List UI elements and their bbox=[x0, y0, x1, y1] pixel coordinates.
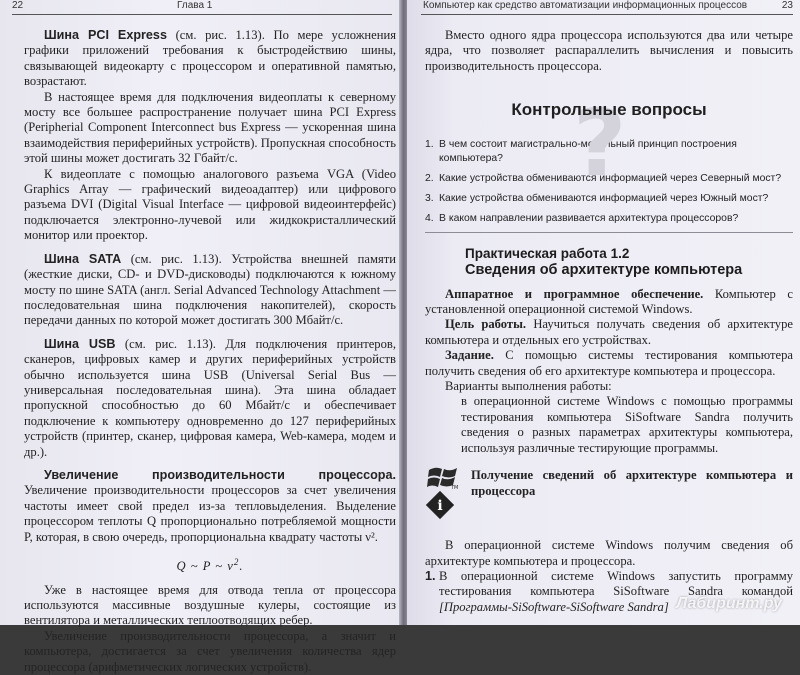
paragraph-goal: Цель работы. Научиться получать сведения об архитектуре компьютера и отдельных его устройствах. bbox=[425, 317, 793, 347]
term-pci-express: Шина PCI Express bbox=[44, 28, 167, 42]
paragraph-coolers: Уже в настоящее время для отвода тепла от процессора используются массивные воздушные кулеры, состоящие из вентилятора и металлических теплоотводящих ребер. bbox=[24, 582, 396, 628]
left-running-head-title: Глава 1 bbox=[177, 0, 213, 11]
question-mark-icon: ? bbox=[573, 90, 627, 197]
left-page-number: 22 bbox=[12, 0, 24, 11]
term-cpu-performance: Увеличение производительности процессора. bbox=[44, 467, 396, 482]
term-usb: Шина USB bbox=[44, 336, 116, 351]
practice-label: Практическая работа 1.2 bbox=[465, 245, 630, 261]
term-sata: Шина SATA bbox=[44, 251, 122, 266]
paragraph-usb: Шина USB (см. рис. 1.13). Для подключения принтеров, сканеров, цифровых камер и других периферийных устройств обычно используется шина USB (Universal Serial Bus — универсальная последовательная шина). Эта шина обладает пропускной способностью до 60 Мбайт/с и обеспечивает подключение к компьютеру одновременно до 127 периферийных устройств (принтер, сканер, цифровая камера, Web-камера, модем и др.). bbox=[24, 336, 396, 459]
paragraph-video-connectors: К видеоплате с помощью аналогового разъема VGA (Video Graphics Array — графический видеоадаптер) или цифрового разъема DVI (Digital Visual Interface — цифровой видеоинтерфейс) подключается электронно-лучевой или жидкокристаллический монитор или проектор. bbox=[24, 166, 396, 243]
right-column bbox=[425, 28, 793, 615]
right-page bbox=[407, 0, 800, 625]
list-item: 3. Какие устройства обмениваются информацией через Южный мост? bbox=[425, 192, 769, 204]
right-running-head-title: Компьютер как средство автоматизации информационных процессов bbox=[423, 0, 748, 11]
paragraph-task: Задание. С помощью системы тестирования компьютера получить сведения об его архитектуре компьютера и процессора. bbox=[425, 348, 793, 378]
menu-path: [Программы-SiSoftware-SiSoftware Sandra] bbox=[439, 599, 669, 614]
paragraph-cores: Увеличение производительности процессора, а значит и компьютера, достигается за счет увеличения количества ядер процессора (арифметических логических устройств). bbox=[24, 628, 396, 674]
paragraph-variants-detail: в операционной системе Windows с помощью программы тестирования компьютера SiSoftware Sandra получить сведения о разных параметрах архитектуры компьютера, используя различные тестирующие программы. bbox=[461, 394, 793, 455]
info-icon bbox=[425, 490, 455, 520]
questions-title: Контрольные вопросы bbox=[511, 100, 707, 120]
svg-text:i: i bbox=[437, 498, 443, 515]
list-item: 2. Какие устройства обмениваются информацией через Северный мост? bbox=[425, 172, 782, 184]
right-page-number: 23 bbox=[781, 0, 793, 11]
paragraph-pci-express: Шина PCI Express (см. рис. 1.13). По мере усложнения графики приложений требования к быстродействию шины, связывающей видеокарту с процессором и оперативной памятью, возрастают. bbox=[24, 28, 396, 89]
list-item: 1. В операционной системе Windows запустить программу тестирования компьютера SiSoftware Sandra командой [Программы-SiSoftware-SiSoftware Sandra] bbox=[425, 568, 793, 614]
windows-logo-icon bbox=[427, 464, 459, 490]
list-item: 4. В каком направлении развивается архитектура процессоров? bbox=[425, 212, 739, 224]
paragraph-hardware: Аппаратное и программное обеспечение. Компьютер с установленной операционной системой Windows. bbox=[425, 286, 793, 317]
paragraph-windows: В операционной системе Windows получим сведения об архитектуре компьютера и процессора. bbox=[425, 538, 793, 568]
section-title: Получение сведений об архитектуре компьютера и процессора bbox=[471, 468, 793, 498]
left-column bbox=[24, 28, 396, 675]
section-divider bbox=[425, 232, 793, 233]
section-icons bbox=[425, 464, 471, 524]
watermark-logo: Лабиринт.ру bbox=[676, 595, 782, 612]
list-item: 1. В чем состоит магистрально-модульный принцип построения компьютера? bbox=[425, 138, 737, 164]
practice-title: Сведения об архитектуре компьютера bbox=[465, 261, 743, 278]
right-running-head bbox=[421, 0, 793, 15]
paragraph-multicore: Вместо одного ядра процессора используются два или четыре ядра, что позволяет распараллелить вычисления и повысить производительность процессора. bbox=[425, 28, 793, 73]
left-running-head bbox=[12, 0, 392, 15]
svg-text:TM: TM bbox=[451, 485, 459, 492]
section-header-windows bbox=[425, 464, 793, 524]
paragraph-variants: Варианты выполнения работы: bbox=[445, 379, 612, 394]
paragraph-cpu-performance: Увеличение производительности процессора. Увеличение производительности процессоров за счет увеличения частоты имеет свой предел из-за тепловыделения. Выделение процессором теплоты Q пропорционально потребляемой мощности P, которая, в свою очередь, пропорциональна квадрату частоты ν². bbox=[24, 467, 396, 544]
paragraph-sata: Шина SATA (см. рис. 1.13). Устройства внешней памяти (жесткие диски, CD- и DVD-дисководы) подключаются к южному мосту по шине SATA (англ. Serial Advanced Technology Attachment — последовательная шина подключения накопителей), скорость передачи данных по которой может достигать 300 Мбайт/с. bbox=[24, 251, 396, 328]
paragraph-pci-details: В настоящее время для подключения видеоплаты к северному мосту все большее распространение получает шина PCI Express (Peripherial Component Interconnect bus Express — ускоренная шина взаимодействия периферийных устройств). Пропускная способность этой шины может достигать 32 Гбайт/с. bbox=[24, 89, 396, 166]
formula-heat: Q ~ P ~ $\nu^2$. bbox=[176, 557, 244, 574]
